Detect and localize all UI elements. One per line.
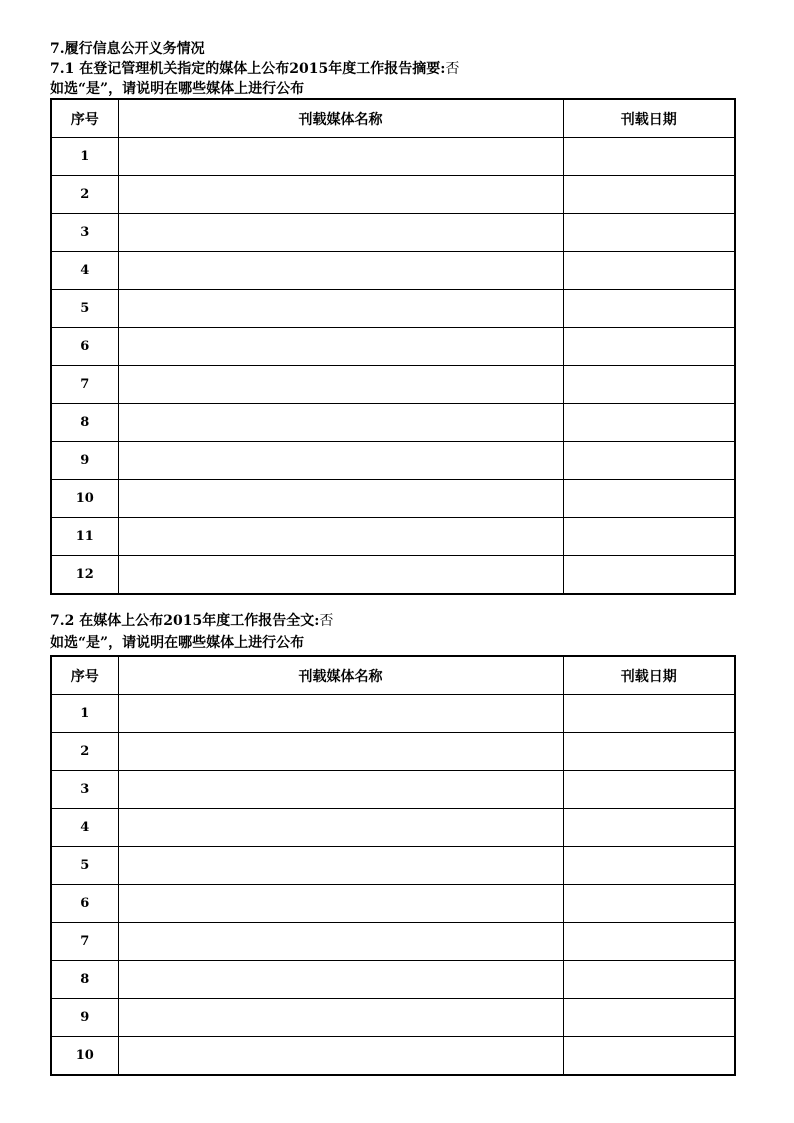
table-row bbox=[51, 771, 735, 809]
table-row bbox=[51, 404, 735, 442]
header-publish-date: 刊载日期 bbox=[563, 656, 735, 695]
header-publish-date: 刊载日期 bbox=[563, 99, 735, 138]
section-title: 7.履行信息公开义务情况 bbox=[50, 41, 205, 57]
header-seq: 序号 bbox=[51, 656, 118, 695]
table-row bbox=[51, 176, 735, 214]
row-publish-date-cell bbox=[563, 518, 735, 556]
table-row bbox=[51, 556, 735, 595]
row-seq-cell: 1 bbox=[51, 138, 118, 176]
row-seq-cell: 10 bbox=[51, 1037, 118, 1076]
row-media-name-cell bbox=[118, 695, 563, 733]
row-publish-date-cell bbox=[563, 885, 735, 923]
row-seq-cell: 3 bbox=[51, 771, 118, 809]
table-row bbox=[51, 480, 735, 518]
row-seq-cell: 8 bbox=[51, 404, 118, 442]
table-row bbox=[51, 1037, 735, 1076]
row-media-name-cell bbox=[118, 252, 563, 290]
row-publish-date-cell bbox=[563, 999, 735, 1037]
table-header-row bbox=[51, 99, 735, 138]
row-publish-date-cell bbox=[563, 733, 735, 771]
header-media-name: 刊载媒体名称 bbox=[118, 99, 563, 138]
row-seq-cell: 5 bbox=[51, 847, 118, 885]
note-7-1: 如选“是”，请说明在哪些媒体上进行公布 bbox=[50, 81, 305, 97]
row-media-name-cell bbox=[118, 442, 563, 480]
row-seq-cell: 5 bbox=[51, 290, 118, 328]
table-row bbox=[51, 695, 735, 733]
table-row bbox=[51, 961, 735, 999]
row-media-name-cell bbox=[118, 328, 563, 366]
question-7-2-answer: 否 bbox=[319, 613, 334, 629]
row-publish-date-cell bbox=[563, 961, 735, 999]
question-7-2-text: 7.2 在媒体上公布2015年度工作报告全文: bbox=[50, 613, 320, 629]
row-media-name-cell bbox=[118, 809, 563, 847]
row-media-name-cell bbox=[118, 885, 563, 923]
row-publish-date-cell bbox=[563, 290, 735, 328]
row-seq-cell: 7 bbox=[51, 923, 118, 961]
question-7-2 bbox=[50, 612, 333, 630]
table-row bbox=[51, 999, 735, 1037]
row-media-name-cell bbox=[118, 518, 563, 556]
row-seq-cell: 4 bbox=[51, 809, 118, 847]
row-seq-cell: 2 bbox=[51, 733, 118, 771]
row-seq-cell: 3 bbox=[51, 214, 118, 252]
row-publish-date-cell bbox=[563, 214, 735, 252]
row-publish-date-cell bbox=[563, 176, 735, 214]
table-row bbox=[51, 847, 735, 885]
row-publish-date-cell bbox=[563, 556, 735, 595]
row-seq-cell: 9 bbox=[51, 999, 118, 1037]
media-table-7-2 bbox=[50, 655, 736, 1076]
table-row bbox=[51, 138, 735, 176]
row-media-name-cell bbox=[118, 138, 563, 176]
row-publish-date-cell bbox=[563, 809, 735, 847]
row-seq-cell: 6 bbox=[51, 885, 118, 923]
row-publish-date-cell bbox=[563, 695, 735, 733]
row-media-name-cell bbox=[118, 1037, 563, 1076]
row-publish-date-cell bbox=[563, 923, 735, 961]
row-media-name-cell bbox=[118, 923, 563, 961]
row-seq-cell: 4 bbox=[51, 252, 118, 290]
row-seq-cell: 10 bbox=[51, 480, 118, 518]
note-7-2: 如选“是”，请说明在哪些媒体上进行公布 bbox=[50, 635, 305, 651]
row-seq-cell: 12 bbox=[51, 556, 118, 595]
row-media-name-cell bbox=[118, 961, 563, 999]
table-row bbox=[51, 366, 735, 404]
row-media-name-cell bbox=[118, 214, 563, 252]
table-row bbox=[51, 809, 735, 847]
row-media-name-cell bbox=[118, 771, 563, 809]
row-media-name-cell bbox=[118, 404, 563, 442]
table-row bbox=[51, 442, 735, 480]
row-publish-date-cell bbox=[563, 480, 735, 518]
header-media-name: 刊载媒体名称 bbox=[118, 656, 563, 695]
row-media-name-cell bbox=[118, 290, 563, 328]
table-row bbox=[51, 518, 735, 556]
table-header-row bbox=[51, 656, 735, 695]
row-publish-date-cell bbox=[563, 252, 735, 290]
table-row bbox=[51, 290, 735, 328]
row-publish-date-cell bbox=[563, 404, 735, 442]
row-publish-date-cell bbox=[563, 847, 735, 885]
row-publish-date-cell bbox=[563, 366, 735, 404]
table-row bbox=[51, 923, 735, 961]
row-seq-cell: 6 bbox=[51, 328, 118, 366]
row-publish-date-cell bbox=[563, 771, 735, 809]
row-publish-date-cell bbox=[563, 442, 735, 480]
row-media-name-cell bbox=[118, 847, 563, 885]
table-row bbox=[51, 214, 735, 252]
row-publish-date-cell bbox=[563, 328, 735, 366]
row-media-name-cell bbox=[118, 366, 563, 404]
row-media-name-cell bbox=[118, 480, 563, 518]
table-row bbox=[51, 328, 735, 366]
row-media-name-cell bbox=[118, 556, 563, 595]
row-media-name-cell bbox=[118, 999, 563, 1037]
table-row bbox=[51, 252, 735, 290]
table-row bbox=[51, 885, 735, 923]
row-seq-cell: 9 bbox=[51, 442, 118, 480]
row-seq-cell: 2 bbox=[51, 176, 118, 214]
row-seq-cell: 8 bbox=[51, 961, 118, 999]
question-7-1 bbox=[50, 60, 459, 78]
row-seq-cell: 1 bbox=[51, 695, 118, 733]
row-seq-cell: 11 bbox=[51, 518, 118, 556]
question-7-1-text: 7.1 在登记管理机关指定的媒体上公布2015年度工作报告摘要: bbox=[50, 61, 446, 77]
question-7-1-answer: 否 bbox=[445, 61, 460, 77]
header-seq: 序号 bbox=[51, 99, 118, 138]
row-media-name-cell bbox=[118, 733, 563, 771]
row-seq-cell: 7 bbox=[51, 366, 118, 404]
row-media-name-cell bbox=[118, 176, 563, 214]
media-table-7-1 bbox=[50, 98, 736, 595]
row-publish-date-cell bbox=[563, 138, 735, 176]
row-publish-date-cell bbox=[563, 1037, 735, 1076]
table-row bbox=[51, 733, 735, 771]
